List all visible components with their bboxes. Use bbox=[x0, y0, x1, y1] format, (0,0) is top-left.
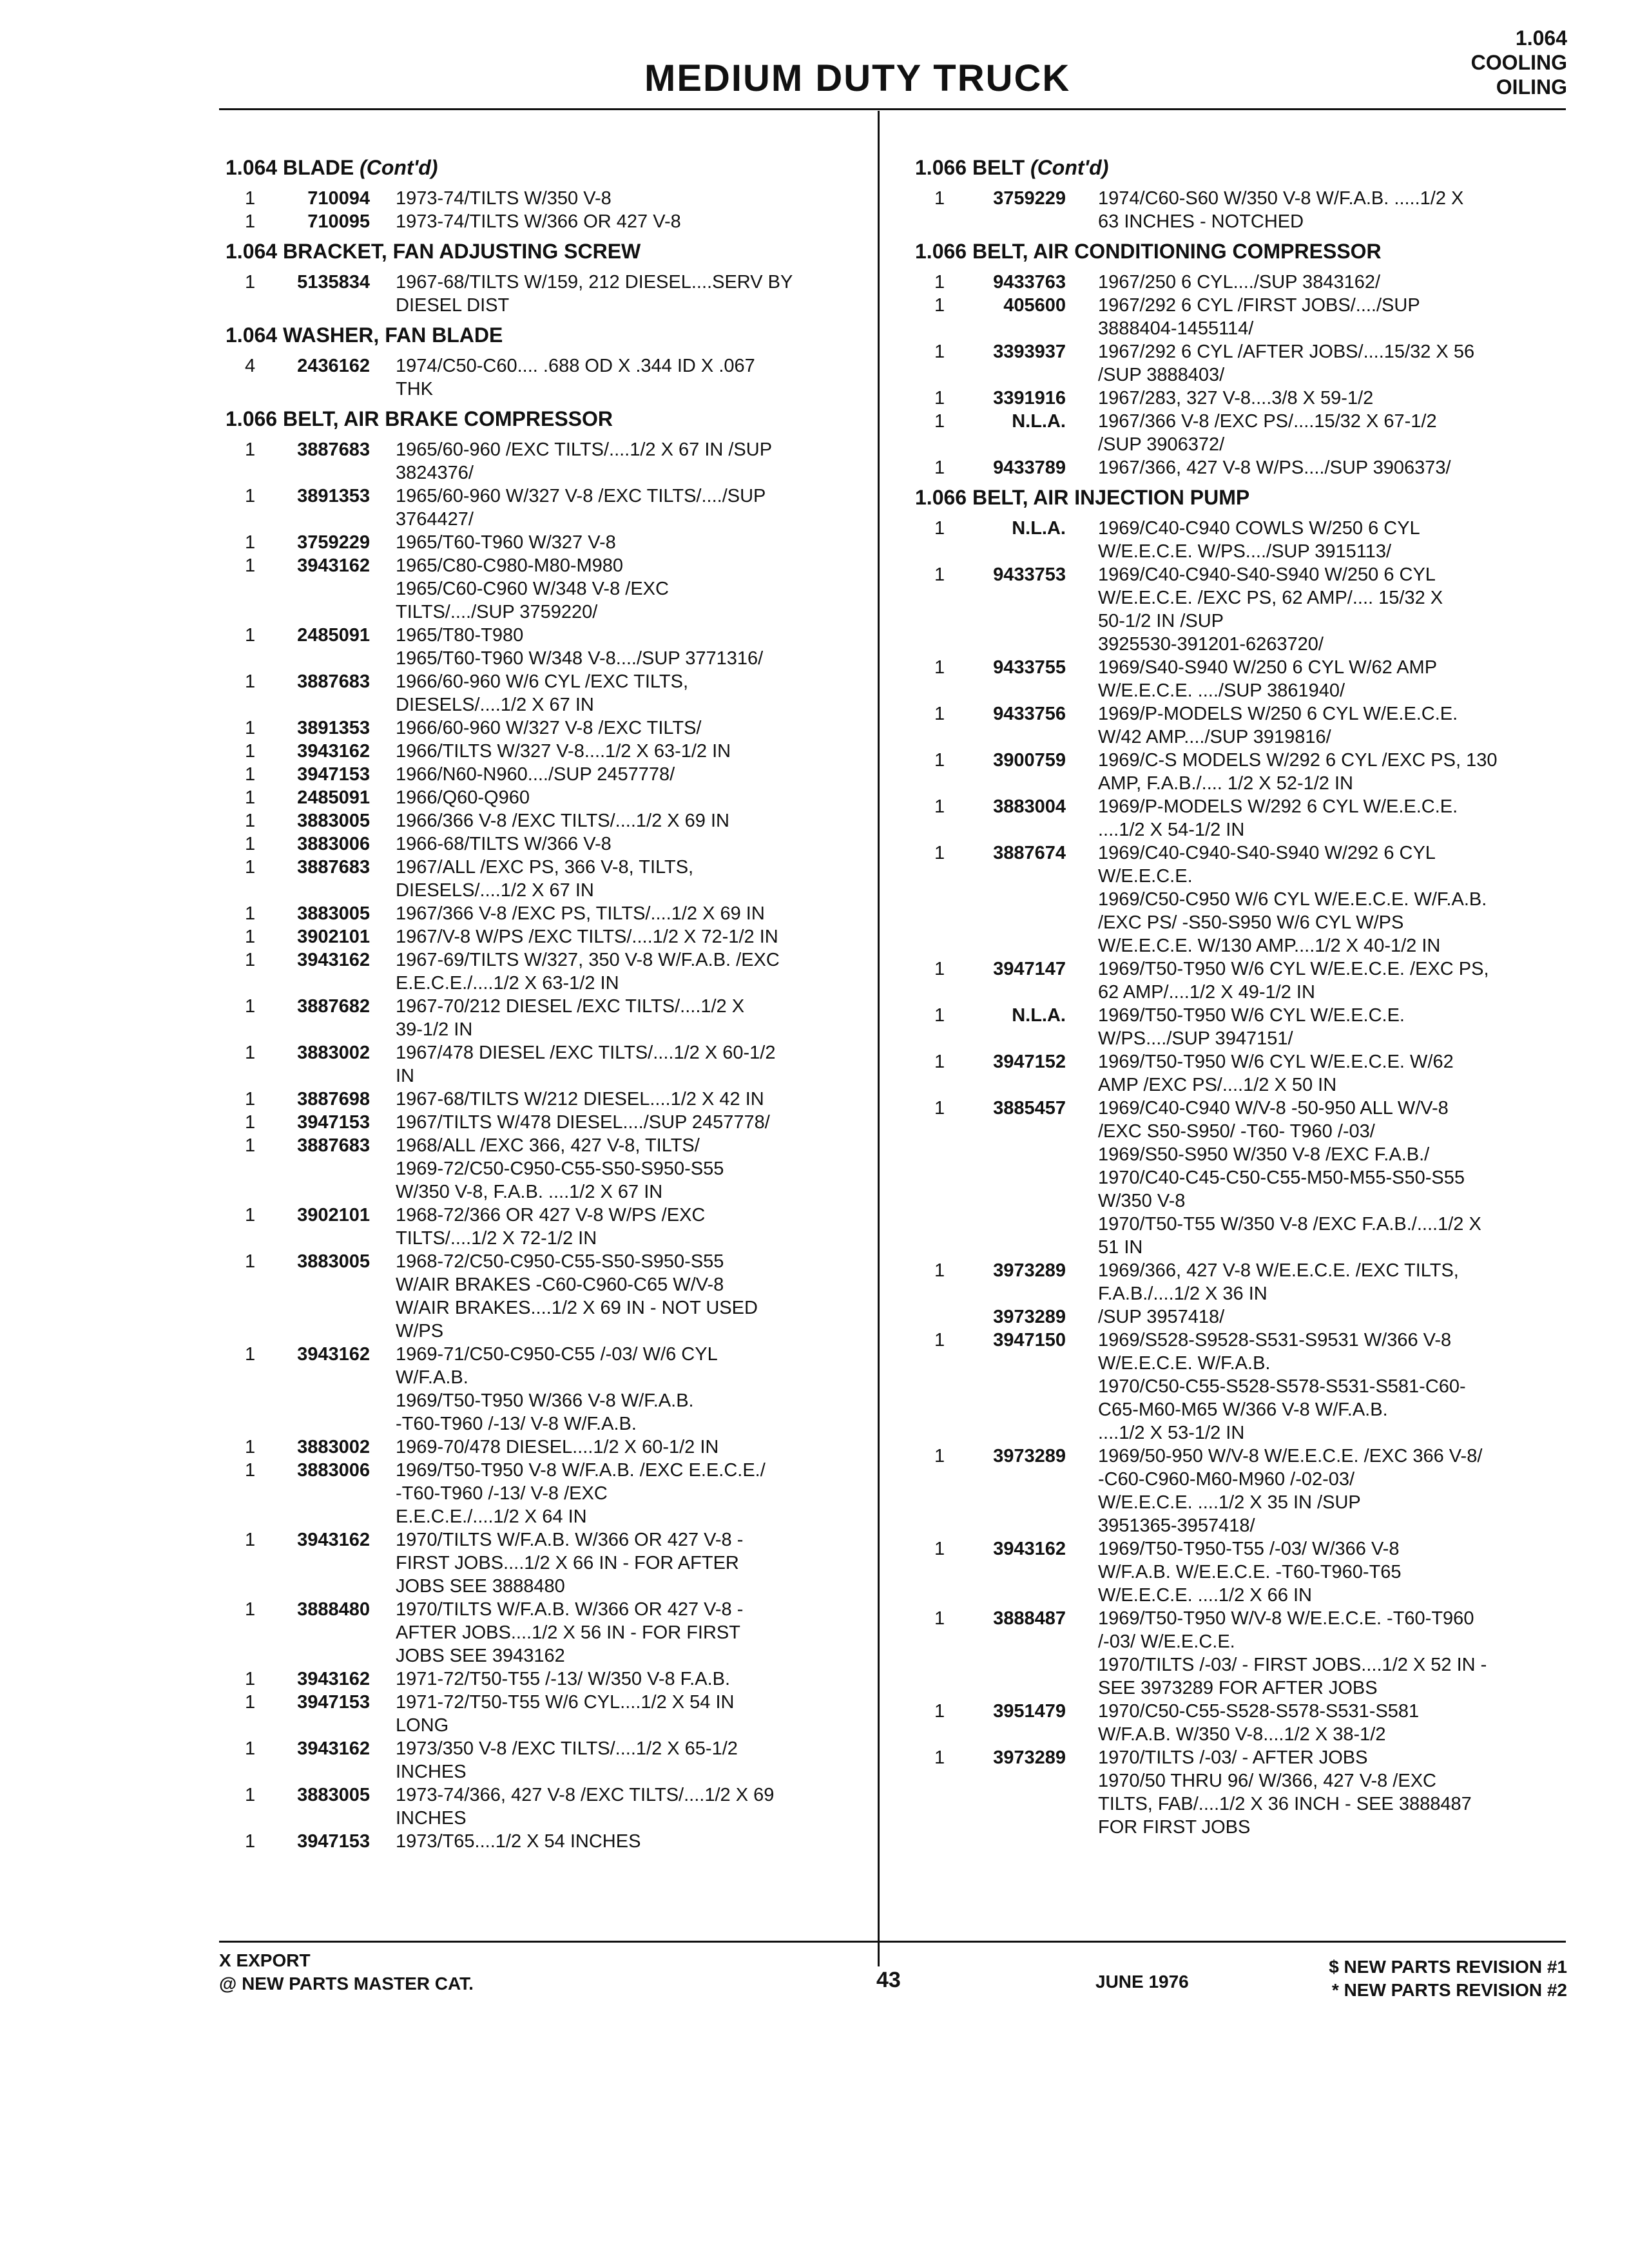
part-entry bbox=[226, 187, 863, 210]
part-number: 3885457 bbox=[993, 1098, 1066, 1119]
page-number: 43 bbox=[876, 1968, 901, 1992]
part-number: 3947153 bbox=[297, 1112, 370, 1133]
description: 1969/T50-T950-T55 /-03/ W/366 V-8 W/F.A.B. W/E.E.C.E. -T60-T960-T65 W/E.E.C.E. ....1/2 X 66 IN bbox=[1098, 1539, 1402, 1606]
part-number: N.L.A. bbox=[1012, 1005, 1066, 1026]
left-column bbox=[226, 149, 863, 1857]
description: 1969/C40-C940 W/V-8 -50-950 ALL W/V-8 /EXC S50-S950/ -T60- T960 /-03/ 1969/S50-S950 W/350 V-8 /EXC F.A.B./ 1970/C40-C45-C50-C55-M50-M55-S50-S55 W/350 V-8 1970/T50-T55 W/350 V-8 /EXC F.A.B./....1/2 X 51 IN bbox=[1098, 1098, 1481, 1258]
quantity: 1 bbox=[245, 950, 256, 970]
description: 1967/283, 327 V-8....3/8 X 59-1/2 bbox=[1098, 388, 1374, 408]
part-number: 3973289 bbox=[993, 1747, 1066, 1768]
description: 1967/250 6 CYL..../SUP 3843162/ bbox=[1098, 272, 1381, 293]
description: 1967/292 6 CYL /FIRST JOBS/..../SUP 3888404-1455114/ bbox=[1098, 295, 1420, 339]
quantity: 1 bbox=[934, 1608, 945, 1629]
quantity: 1 bbox=[245, 1112, 256, 1133]
part-number: 3887683 bbox=[297, 1135, 370, 1156]
part-number: 3883004 bbox=[993, 796, 1066, 817]
footer-notes bbox=[219, 1949, 474, 1995]
part-number: 3973289 bbox=[993, 1307, 1066, 1327]
quantity: 1 bbox=[245, 1089, 256, 1110]
description: 1967/366 V-8 /EXC PS/....15/32 X 67-1/2 /SUP 3906372/ bbox=[1098, 411, 1437, 455]
part-entry bbox=[915, 1700, 1572, 1746]
part-entry bbox=[915, 1537, 1572, 1607]
part-entry bbox=[915, 1746, 1572, 1839]
quantity: 1 bbox=[934, 796, 945, 817]
part-entry bbox=[226, 1830, 863, 1853]
part-number: 3943162 bbox=[297, 1530, 370, 1550]
description: 1970/TILTS W/F.A.B. W/366 OR 427 V-8 - FIRST JOBS....1/2 X 66 IN - FOR AFTER JOBS SEE 3888480 bbox=[396, 1530, 744, 1597]
part-number: 3887682 bbox=[297, 996, 370, 1017]
description: 1966/60-960 W/327 V-8 /EXC TILTS/ bbox=[396, 718, 702, 738]
quantity: 1 bbox=[934, 1005, 945, 1026]
quantity: 1 bbox=[245, 555, 256, 576]
description: /SUP 3957418/ bbox=[1098, 1307, 1225, 1327]
quantity: 1 bbox=[245, 811, 256, 831]
quantity: 1 bbox=[934, 1052, 945, 1072]
quantity: 1 bbox=[934, 750, 945, 771]
section-heading-text: 1.064 WASHER, FAN BLADE bbox=[226, 323, 503, 347]
part-entry bbox=[226, 1528, 863, 1598]
description: 1967/ALL /EXC PS, 366 V-8, TILTS, DIESELS/....1/2 X 67 IN bbox=[396, 857, 694, 901]
section-heading bbox=[226, 322, 863, 348]
quantity: 1 bbox=[934, 704, 945, 724]
publication-date: JUNE 1976 bbox=[1095, 1972, 1189, 1992]
part-number: 3943162 bbox=[993, 1539, 1066, 1559]
quantity: 1 bbox=[245, 927, 256, 947]
part-entry bbox=[226, 624, 863, 670]
part-number: 3883005 bbox=[297, 811, 370, 831]
part-entry bbox=[226, 995, 863, 1041]
description: 1969/T50-T950 W/6 CYL W/E.E.C.E. /EXC PS, 62 AMP/....1/2 X 49-1/2 IN bbox=[1098, 959, 1489, 1003]
part-number: 3947150 bbox=[993, 1330, 1066, 1350]
part-entry bbox=[226, 740, 863, 763]
description: 1969-71/C50-C950-C55 /-03/ W/6 CYL W/F.A.B. 1969/T50-T950 W/366 V-8 W/F.A.B. -T60-T960 /-13/ V-8 W/F.A.B. bbox=[396, 1344, 718, 1434]
description: 1969/C40-C940-S40-S940 W/292 6 CYL W/E.E.C.E. 1969/C50-C950 W/6 CYL W/E.E.C.E. W/F.A.B. /EXC PS/ -S50-S950 W/6 CYL W/PS W/E.E.C.E. W/130 AMP....1/2 X 40-1/2 IN bbox=[1098, 843, 1487, 956]
part-number: 3891353 bbox=[297, 718, 370, 738]
description: 1969/T50-T950 W/6 CYL W/E.E.C.E. W/62 AMP /EXC PS/....1/2 X 50 IN bbox=[1098, 1052, 1454, 1095]
description: 1968-72/366 OR 427 V-8 W/PS /EXC TILTS/....1/2 X 72-1/2 IN bbox=[396, 1205, 706, 1249]
description: 1970/TILTS /-03/ - AFTER JOBS 1970/50 THRU 96/ W/366, 427 V-8 /EXC TILTS, FAB/....1/2 X 36 INCH - SEE 3888487 FOR FIRST JOBS bbox=[1098, 1747, 1472, 1838]
quantity: 1 bbox=[245, 718, 256, 738]
part-entry bbox=[915, 656, 1572, 702]
part-entry bbox=[915, 271, 1572, 294]
part-number: 3947153 bbox=[297, 764, 370, 785]
description: 1967-68/TILTS W/159, 212 DIESEL....SERV BY DIESEL DIST bbox=[396, 272, 793, 316]
part-entry bbox=[915, 841, 1572, 957]
section-heading bbox=[915, 485, 1572, 510]
part-entry bbox=[226, 902, 863, 925]
part-number: 3973289 bbox=[993, 1446, 1066, 1466]
quantity: 1 bbox=[934, 388, 945, 408]
quantity: 1 bbox=[245, 857, 256, 878]
section-code bbox=[1471, 26, 1567, 99]
description: 1973-74/TILTS W/350 V-8 bbox=[396, 188, 612, 209]
part-entry bbox=[226, 763, 863, 786]
revision-legend bbox=[1329, 1956, 1567, 2002]
part-number: 405600 bbox=[1003, 295, 1066, 316]
description: 1969/S528-S9528-S531-S9531 W/366 V-8 W/E.E.C.E. W/F.A.B. 1970/C50-C55-S528-S578-S531-S581-C60- C65-M60-M65 W/366 V-8 W/F.A.B. ....1/2 X 53-1/2 IN bbox=[1098, 1330, 1466, 1443]
quantity: 1 bbox=[245, 1043, 256, 1063]
description: 1974/C50-C60.... .688 OD X .344 ID X .067 THK bbox=[396, 356, 755, 399]
part-number: 9433789 bbox=[993, 457, 1066, 478]
description: 1967/V-8 W/PS /EXC TILTS/....1/2 X 72-1/2 IN bbox=[396, 927, 778, 947]
part-number: 9433756 bbox=[993, 704, 1066, 724]
part-number: 3759229 bbox=[297, 532, 370, 553]
quantity: 4 bbox=[245, 356, 256, 376]
quantity: 1 bbox=[245, 1785, 256, 1805]
description: 1973-74/366, 427 V-8 /EXC TILTS/....1/2 X 69 INCHES bbox=[396, 1785, 775, 1829]
part-number: 3887683 bbox=[297, 857, 370, 878]
continued-label: (Cont'd) bbox=[360, 156, 438, 179]
part-entry bbox=[226, 210, 863, 233]
part-entry bbox=[226, 1737, 863, 1783]
quantity: 1 bbox=[245, 625, 256, 646]
part-entry bbox=[226, 354, 863, 401]
quantity: 1 bbox=[245, 188, 256, 209]
part-number: 3883005 bbox=[297, 903, 370, 924]
part-entry bbox=[915, 1004, 1572, 1050]
quantity: 1 bbox=[245, 1251, 256, 1272]
quantity: 1 bbox=[245, 787, 256, 808]
section-heading bbox=[226, 155, 863, 180]
part-number: 2485091 bbox=[297, 625, 370, 646]
part-entry bbox=[226, 670, 863, 716]
description: 1967-70/212 DIESEL /EXC TILTS/....1/2 X 39-1/2 IN bbox=[396, 996, 745, 1040]
part-number: 2436162 bbox=[297, 356, 370, 376]
part-number: 3883002 bbox=[297, 1437, 370, 1457]
part-number: 3943162 bbox=[297, 1738, 370, 1759]
description: 1969/C40-C940 COWLS W/250 6 CYL W/E.E.C.E. W/PS..../SUP 3915113/ bbox=[1098, 518, 1420, 562]
parts-section bbox=[915, 238, 1572, 479]
part-entry bbox=[226, 1343, 863, 1436]
description: 1966/Q60-Q960 bbox=[396, 787, 530, 808]
part-entry bbox=[915, 340, 1572, 387]
section-category-cooling: COOLING bbox=[1470, 51, 1567, 74]
part-number: 3883006 bbox=[297, 834, 370, 854]
quantity: 1 bbox=[245, 1738, 256, 1759]
part-entry bbox=[226, 1111, 863, 1134]
part-number: 3973289 bbox=[993, 1260, 1066, 1281]
description: 1965/C80-C980-M80-M980 1965/C60-C960 W/348 V-8 /EXC TILTS/..../SUP 3759220/ bbox=[396, 555, 669, 622]
part-entry bbox=[226, 716, 863, 740]
section-heading-text: 1.066 BELT, AIR BRAKE COMPRESSOR bbox=[226, 407, 613, 430]
part-entry bbox=[915, 563, 1572, 656]
quantity: 1 bbox=[934, 1747, 945, 1768]
part-number: 3947153 bbox=[297, 1831, 370, 1852]
quantity: 1 bbox=[245, 903, 256, 924]
quantity: 1 bbox=[245, 764, 256, 785]
parts-section bbox=[226, 238, 863, 317]
description: 1969/50-950 W/V-8 W/E.E.C.E. /EXC 366 V-8/ -C60-C960-M60-M960 /-02-03/ W/E.E.C.E. ....1/2 X 35 IN /SUP 3951365-3957418/ bbox=[1098, 1446, 1483, 1536]
description: 1967/478 DIESEL /EXC TILTS/....1/2 X 60-1/2 IN bbox=[396, 1043, 776, 1086]
section-heading-text: 1.064 BLADE bbox=[226, 156, 354, 179]
part-number: 3888480 bbox=[297, 1599, 370, 1620]
continued-label: (Cont'd) bbox=[1030, 156, 1109, 179]
page-title: MEDIUM DUTY TRUCK bbox=[644, 57, 1071, 99]
part-entry bbox=[226, 832, 863, 856]
quantity: 1 bbox=[245, 741, 256, 762]
part-entry bbox=[226, 809, 863, 832]
section-heading bbox=[915, 238, 1572, 264]
part-entry bbox=[226, 1250, 863, 1343]
description: 1969/C40-C940-S40-S940 W/250 6 CYL W/E.E.C.E. /EXC PS, 62 AMP/.... 15/32 X 50-1/2 IN /SUP 3925530-391201-6263720/ bbox=[1098, 564, 1443, 655]
description: 1969/C-S MODELS W/292 6 CYL /EXC PS, 130 AMP, F.A.B./.... 1/2 X 52-1/2 IN bbox=[1098, 750, 1498, 794]
revision-2-note: * NEW PARTS REVISION #2 bbox=[1331, 1980, 1567, 2000]
quantity: 1 bbox=[934, 1701, 945, 1722]
description: 1967-68/TILTS W/212 DIESEL....1/2 X 42 IN bbox=[396, 1089, 764, 1110]
quantity: 1 bbox=[245, 272, 256, 293]
part-entry bbox=[915, 1097, 1572, 1259]
section-heading-text: 1.066 BELT, AIR CONDITIONING COMPRESSOR bbox=[915, 240, 1382, 263]
part-number: 3883005 bbox=[297, 1251, 370, 1272]
description: 1974/C60-S60 W/350 V-8 W/F.A.B. .....1/2 X 63 INCHES - NOTCHED bbox=[1098, 188, 1464, 232]
part-entry bbox=[226, 271, 863, 317]
quantity: 1 bbox=[934, 1098, 945, 1119]
part-number: 3947152 bbox=[993, 1052, 1066, 1072]
quantity: 1 bbox=[934, 518, 945, 539]
part-number: 3883005 bbox=[297, 1785, 370, 1805]
part-number: 3887683 bbox=[297, 671, 370, 692]
description: 1970/TILTS W/F.A.B. W/366 OR 427 V-8 - AFTER JOBS....1/2 X 56 IN - FOR FIRST JOBS SEE 3943162 bbox=[396, 1599, 744, 1666]
section-number: 1.064 bbox=[1515, 26, 1567, 50]
description: 1973-74/TILTS W/366 OR 427 V-8 bbox=[396, 211, 681, 232]
part-entry bbox=[915, 456, 1572, 479]
parts-section bbox=[226, 406, 863, 1853]
quantity: 1 bbox=[934, 457, 945, 478]
quantity bbox=[915, 1305, 963, 1329]
section-category-oiling: OILING bbox=[1496, 75, 1567, 99]
quantity: 1 bbox=[245, 671, 256, 692]
part-number: 2485091 bbox=[297, 787, 370, 808]
description: 1969/P-MODELS W/250 6 CYL W/E.E.C.E. W/42 AMP..../SUP 3919816/ bbox=[1098, 704, 1458, 747]
part-entry bbox=[915, 795, 1572, 841]
quantity: 1 bbox=[245, 1135, 256, 1156]
description: 1967/366, 427 V-8 W/PS..../SUP 3906373/ bbox=[1098, 457, 1451, 478]
description: 1969/P-MODELS W/292 6 CYL W/E.E.C.E. ....1/2 X 54-1/2 IN bbox=[1098, 796, 1458, 840]
description: 1965/T60-T960 W/327 V-8 bbox=[396, 532, 616, 553]
section-heading-text: 1.064 BRACKET, FAN ADJUSTING SCREW bbox=[226, 240, 641, 263]
part-number: N.L.A. bbox=[1012, 411, 1066, 432]
parts-section bbox=[226, 322, 863, 401]
quantity: 1 bbox=[245, 211, 256, 232]
quantity: 1 bbox=[245, 532, 256, 553]
description: 1967/366 V-8 /EXC PS, TILTS/....1/2 X 69 IN bbox=[396, 903, 765, 924]
part-number: 3393937 bbox=[993, 341, 1066, 362]
description: 1965/T80-T980 1965/T60-T960 W/348 V-8..../SUP 3771316/ bbox=[396, 625, 764, 669]
part-entry bbox=[915, 1445, 1572, 1537]
part-number: 710094 bbox=[307, 188, 370, 209]
part-number: 3943162 bbox=[297, 741, 370, 762]
quantity: 1 bbox=[934, 959, 945, 979]
quantity: 1 bbox=[934, 188, 945, 209]
right-column bbox=[915, 149, 1572, 1843]
quantity: 1 bbox=[245, 1205, 256, 1225]
part-number: 3943162 bbox=[297, 1669, 370, 1689]
quantity: 1 bbox=[934, 564, 945, 585]
part-entry bbox=[226, 786, 863, 809]
part-number: 3759229 bbox=[993, 188, 1066, 209]
section-heading-text: 1.066 BELT, AIR INJECTION PUMP bbox=[915, 486, 1250, 509]
description: 1966-68/TILTS W/366 V-8 bbox=[396, 834, 612, 854]
part-entry bbox=[915, 410, 1572, 456]
description: 1969-70/478 DIESEL....1/2 X 60-1/2 IN bbox=[396, 1437, 719, 1457]
quantity: 1 bbox=[934, 341, 945, 362]
part-number: 3943162 bbox=[297, 950, 370, 970]
section-heading-text: 1.066 BELT bbox=[915, 156, 1025, 179]
part-number: 3887674 bbox=[993, 843, 1066, 863]
part-entry bbox=[226, 1459, 863, 1528]
quantity: 1 bbox=[245, 1437, 256, 1457]
description: 1973/350 V-8 /EXC TILTS/....1/2 X 65-1/2 INCHES bbox=[396, 1738, 738, 1782]
quantity: 1 bbox=[245, 1460, 256, 1481]
export-note: X EXPORT bbox=[219, 1950, 311, 1970]
part-number: 3947153 bbox=[297, 1692, 370, 1713]
part-entry bbox=[226, 1088, 863, 1111]
part-entry bbox=[226, 1598, 863, 1667]
description: 1969/T50-T950 V-8 W/F.A.B. /EXC E.E.C.E./ -T60-T960 /-13/ V-8 /EXC E.E.C.E./....1/2 X 64 IN bbox=[396, 1460, 766, 1527]
part-number: 3902101 bbox=[297, 1205, 370, 1225]
description: 1967/292 6 CYL /AFTER JOBS/....15/32 X 56 /SUP 3888403/ bbox=[1098, 341, 1475, 385]
part-entry bbox=[226, 1667, 863, 1691]
section-heading bbox=[915, 155, 1572, 180]
description: 1970/C50-C55-S528-S578-S531-S581 W/F.A.B. W/350 V-8....1/2 X 38-1/2 bbox=[1098, 1701, 1420, 1745]
part-number: 3883002 bbox=[297, 1043, 370, 1063]
part-entry bbox=[915, 1050, 1572, 1097]
part-number: N.L.A. bbox=[1012, 518, 1066, 539]
master-cat-note: @ NEW PARTS MASTER CAT. bbox=[219, 1974, 474, 1994]
part-number: 3947147 bbox=[993, 959, 1066, 979]
part-entry bbox=[226, 531, 863, 554]
part-number: 3391916 bbox=[993, 388, 1066, 408]
part-entry bbox=[915, 702, 1572, 749]
description: 1968-72/C50-C950-C55-S50-S950-S55 W/AIR BRAKES -C60-C960-C65 W/V-8 W/AIR BRAKES....1/2 X 69 IN - NOT USED W/PS bbox=[396, 1251, 758, 1341]
quantity: 1 bbox=[934, 411, 945, 432]
column-divider bbox=[878, 111, 880, 1966]
header-rule bbox=[219, 108, 1566, 110]
quantity: 1 bbox=[934, 272, 945, 293]
part-entry bbox=[915, 517, 1572, 563]
part-entry bbox=[226, 485, 863, 531]
description: 1966/N60-N960..../SUP 2457778/ bbox=[396, 764, 675, 785]
parts-section bbox=[915, 485, 1572, 1839]
part-number: 5135834 bbox=[297, 272, 370, 293]
quantity: 1 bbox=[934, 1330, 945, 1350]
part-number: 3902101 bbox=[297, 927, 370, 947]
description: 1969/T50-T950 W/V-8 W/E.E.C.E. -T60-T960 /-03/ W/E.E.C.E. 1970/TILTS /-03/ - FIRST JOBS....1/2 X 52 IN - SEE 3973289 FOR AFTER JOBS bbox=[1098, 1608, 1487, 1698]
part-number: 9433763 bbox=[993, 272, 1066, 293]
description: 1968/ALL /EXC 366, 427 V-8, TILTS/ 1969-72/C50-C950-C55-S50-S950-S55 W/350 V-8, F.A.B. ....1/2 X 67 IN bbox=[396, 1135, 724, 1202]
quantity: 1 bbox=[245, 1831, 256, 1852]
description: 1967/TILTS W/478 DIESEL..../SUP 2457778/ bbox=[396, 1112, 770, 1133]
description: 1971-72/T50-T55 W/6 CYL....1/2 X 54 IN LONG bbox=[396, 1692, 735, 1736]
quantity: 1 bbox=[245, 1599, 256, 1620]
description: 1969/366, 427 V-8 W/E.E.C.E. /EXC TILTS, F.A.B./....1/2 X 36 IN bbox=[1098, 1260, 1459, 1304]
description: 1967-69/TILTS W/327, 350 V-8 W/F.A.B. /EXC E.E.C.E./....1/2 X 63-1/2 IN bbox=[396, 950, 780, 994]
quantity: 1 bbox=[934, 657, 945, 678]
part-number: 3883006 bbox=[297, 1460, 370, 1481]
part-entry bbox=[226, 1436, 863, 1459]
quantity: 1 bbox=[934, 295, 945, 316]
part-number: 9433753 bbox=[993, 564, 1066, 585]
description: 1973/T65....1/2 X 54 INCHES bbox=[396, 1831, 641, 1852]
part-entry bbox=[226, 438, 863, 485]
part-entry bbox=[226, 948, 863, 995]
part-entry bbox=[915, 957, 1572, 1004]
part-entry bbox=[915, 1305, 1572, 1329]
part-entry bbox=[226, 1134, 863, 1204]
part-number: 710095 bbox=[307, 211, 370, 232]
parts-section bbox=[226, 155, 863, 233]
quantity: 1 bbox=[245, 834, 256, 854]
part-number: 3891353 bbox=[297, 486, 370, 506]
part-number: 3943162 bbox=[297, 1344, 370, 1365]
description: 1966/366 V-8 /EXC TILTS/....1/2 X 69 IN bbox=[396, 811, 729, 831]
part-entry bbox=[915, 387, 1572, 410]
description: 1971-72/T50-T55 /-13/ W/350 V-8 F.A.B. bbox=[396, 1669, 731, 1689]
part-entry bbox=[226, 1691, 863, 1737]
part-entry bbox=[226, 925, 863, 948]
part-number: 3887683 bbox=[297, 439, 370, 460]
quantity: 1 bbox=[245, 996, 256, 1017]
quantity: 1 bbox=[934, 1539, 945, 1559]
section-heading bbox=[226, 406, 863, 432]
part-number: 3887698 bbox=[297, 1089, 370, 1110]
quantity: 1 bbox=[934, 843, 945, 863]
quantity: 1 bbox=[245, 486, 256, 506]
description: 1969/S40-S940 W/250 6 CYL W/62 AMP W/E.E.C.E. ..../SUP 3861940/ bbox=[1098, 657, 1438, 701]
quantity: 1 bbox=[245, 1530, 256, 1550]
quantity: 1 bbox=[245, 439, 256, 460]
description: 1966/TILTS W/327 V-8....1/2 X 63-1/2 IN bbox=[396, 741, 731, 762]
part-number: 3951479 bbox=[993, 1701, 1066, 1722]
part-entry bbox=[226, 856, 863, 902]
part-entry bbox=[915, 294, 1572, 340]
quantity: 1 bbox=[245, 1692, 256, 1713]
part-entry bbox=[915, 187, 1572, 233]
quantity: 1 bbox=[934, 1446, 945, 1466]
part-entry bbox=[915, 1259, 1572, 1305]
part-number: 3943162 bbox=[297, 555, 370, 576]
footer-rule bbox=[219, 1941, 1566, 1943]
part-entry bbox=[915, 1607, 1572, 1700]
section-heading bbox=[226, 238, 863, 264]
part-entry bbox=[226, 1041, 863, 1088]
part-number: 3888487 bbox=[993, 1608, 1066, 1629]
description: 1966/60-960 W/6 CYL /EXC TILTS, DIESELS/....1/2 X 67 IN bbox=[396, 671, 689, 715]
quantity: 1 bbox=[245, 1669, 256, 1689]
description: 1965/60-960 /EXC TILTS/....1/2 X 67 IN /SUP 3824376/ bbox=[396, 439, 773, 483]
description: 1969/T50-T950 W/6 CYL W/E.E.C.E. W/PS..../SUP 3947151/ bbox=[1098, 1005, 1405, 1049]
quantity: 1 bbox=[245, 1344, 256, 1365]
parts-section bbox=[915, 155, 1572, 233]
part-number: 3900759 bbox=[993, 750, 1066, 771]
part-number: 9433755 bbox=[993, 657, 1066, 678]
description: 1965/60-960 W/327 V-8 /EXC TILTS/..../SUP 3764427/ bbox=[396, 486, 766, 530]
quantity: 1 bbox=[934, 1260, 945, 1281]
part-entry bbox=[915, 749, 1572, 795]
part-entry bbox=[226, 1204, 863, 1250]
revision-1-note: $ NEW PARTS REVISION #1 bbox=[1329, 1957, 1567, 1977]
part-entry bbox=[226, 554, 863, 624]
part-entry bbox=[915, 1329, 1572, 1445]
part-entry bbox=[226, 1783, 863, 1830]
